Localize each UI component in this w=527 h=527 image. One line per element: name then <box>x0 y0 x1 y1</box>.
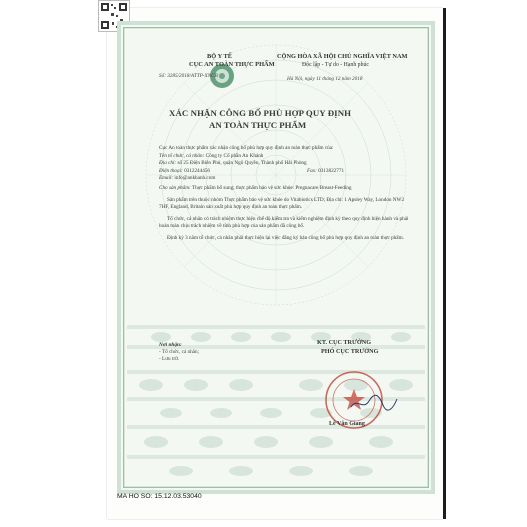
recipients-label: Nơi nhận: <box>159 342 182 348</box>
fax-field <box>307 168 344 176</box>
responsibility-paragraph: Tổ chức, cá nhân có trách nhiệm thực hiện chế độ kiểm tra và kiểm nghiệm định kỳ theo quy định hiện hành và phải hoàn toàn chịu trách nhiệm về tính phù hợp của sản phẩm đã công bố. <box>159 215 409 230</box>
product-label: Cho sản phẩm: <box>159 184 191 191</box>
intro-text: Cục An toàn thực phẩm xác nhận công bố phù hợp quy định an toàn thực phẩm của: <box>159 145 334 151</box>
email-value: info@ankhanh.com <box>174 175 216 182</box>
renewal-paragraph: Định kỳ 3 năm tổ chức, cá nhân phải thực hiện lại việc đăng ký bản công bố phù hợp quy định an toàn thực phẩm. <box>167 234 404 241</box>
product-row <box>159 185 411 193</box>
issue-date: Hà Nội, ngày 11 tháng 12 năm 2018 <box>287 76 363 82</box>
document-body <box>159 145 411 243</box>
manufacturer-paragraph: Sản phẩm trên thuộc nhóm Thực phẩm bảo vệ sức khỏe do Vitabiotics LTD; Địa chỉ: 1 Apsley Way, London NW2 7HF, England, Britain sản xuất phù hợp quy định an toàn thực phẩm. <box>159 196 405 211</box>
recipient-item: - Lưu trữ. <box>159 356 180 362</box>
signature-position: PHÓ CỤC TRƯỞNG <box>321 348 379 355</box>
document-title-line1: XÁC NHẬN CÔNG BỐ PHÙ HỢP QUY ĐỊNH <box>169 108 352 118</box>
signer-name: Lê Văn Giang <box>329 421 365 427</box>
phone-value: 0312244456 <box>184 167 211 174</box>
fax-value: 0313822771 <box>318 167 345 174</box>
document-number: Số: 3285/2018/ATTP-XNCB <box>159 73 218 79</box>
certificate-page <box>107 8 443 519</box>
department-name: CỤC AN TOÀN THỰC PHẨM <box>189 61 275 68</box>
certificate-frame <box>117 21 435 494</box>
republic-name: CỘNG HÒA XÃ HỘI CHỦ NGHĨA VIỆT NAM <box>277 53 408 60</box>
address-value: số 25 Điện Biên Phủ, quận Ngô Quyền, Thành phố Hải Phòng <box>177 160 307 167</box>
dossier-code: MA HO SO: 15.12.03.53040 <box>117 493 202 500</box>
page-shadow <box>443 8 446 519</box>
fax-label: Fax: <box>307 167 317 174</box>
email-row <box>159 175 411 183</box>
ministry-name: BỘ Y TẾ <box>207 53 232 60</box>
signature-title: KT. CỤC TRƯỞNG <box>317 339 372 346</box>
document-title-line2: AN TOÀN THỰC PHẨM <box>209 120 307 130</box>
product-value: Thực phẩm bổ sung; thực phẩm bảo vệ sức khỏe: Pregnacare Breast-Feeding <box>191 184 352 191</box>
org-value: Công ty Cổ phần An Khánh <box>205 152 264 159</box>
republic-motto: Độc lập - Tự do - Hạnh phúc <box>302 62 369 68</box>
org-label: Tên tổ chức, cá nhân: <box>159 152 205 159</box>
signature-scribble-icon <box>349 393 399 413</box>
email-label: Email: <box>159 175 174 182</box>
address-label: Địa chỉ: <box>159 160 177 167</box>
recipient-item: - Tổ chức, cá nhân; <box>159 349 200 355</box>
address-row <box>159 160 411 168</box>
phone-label: Điện thoại: <box>159 167 183 174</box>
